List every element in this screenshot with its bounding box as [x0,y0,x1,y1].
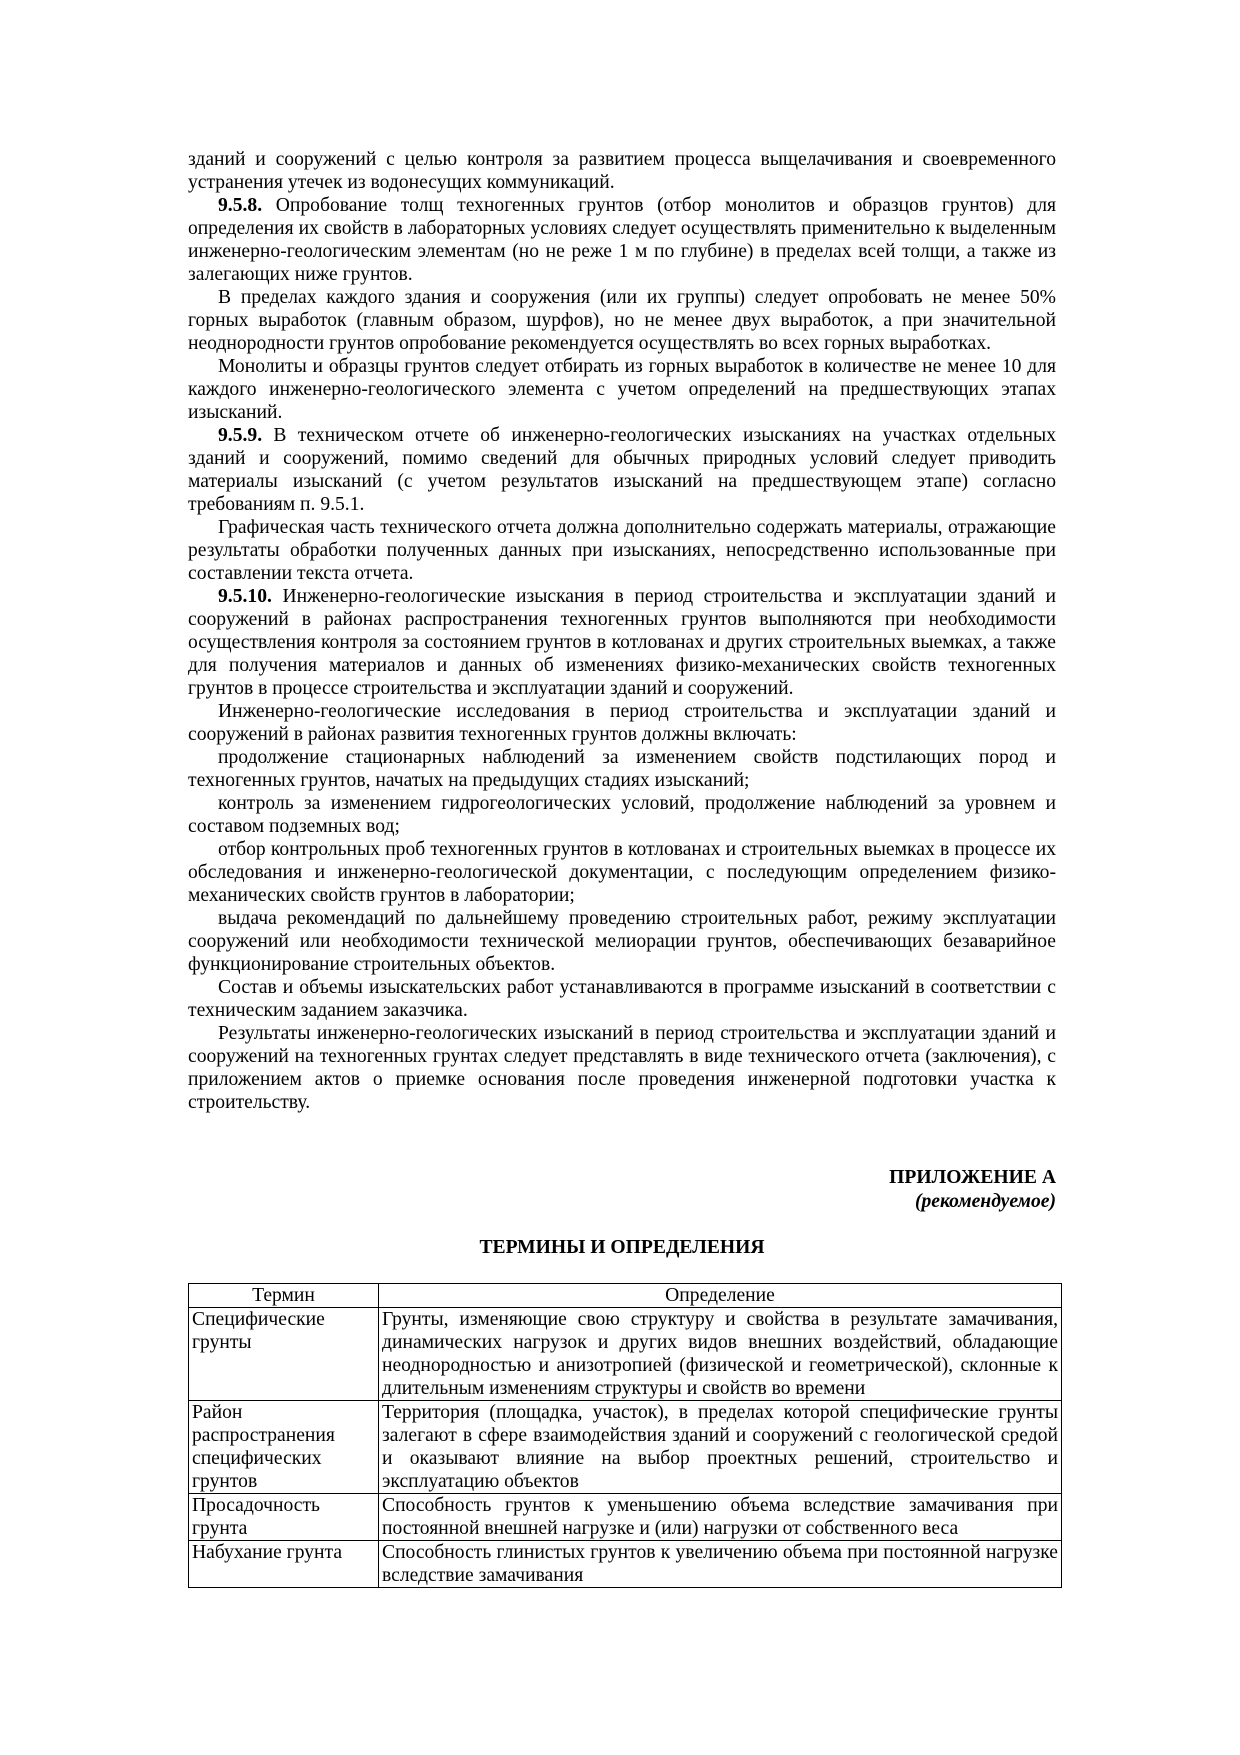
paragraph-text: продолжение стационарных наблюдений за изменением свойств подстилающих пород и техногенных грунтов, начатых на предыдущих стадиях изысканий; [188,747,1056,791]
paragraph-text: Инженерно-геологические исследования в период строительства и эксплуатации зданий и сооружений в районах развития техногенных грунтов должны включать: [188,701,1056,745]
column-header-term: Термин [189,1284,379,1308]
paragraph-text: зданий и сооружений с целью контроля за развитием процесса выщелачивания и своевременного устранения утечек из водонесущих коммуникаций. [188,149,1056,193]
paragraph [188,355,1056,424]
paragraph [188,585,1056,700]
paragraph-text: Монолиты и образцы грунтов следует отбирать из горных выработок в количестве не менее 10 для каждого инженерно-геологического элемента с учетом определений на предшествующих этапах изысканий. [188,356,1056,423]
paragraph [188,976,1056,1022]
clause-number: 9.5.8. [218,195,263,216]
paragraph-text: Инженерно-геологические изыскания в период строительства и эксплуатации зданий и сооружений в районах распространения техногенных грунтов выполняются при необходимости осуществления контроля за состоянием грунтов в котлованах и других строительных выемках, а также для получения материалов и данных об изменениях физико-механических свойств техногенных грунтов в процессе строительства и эксплуатации зданий и сооружений. [188,586,1056,699]
paragraph [188,1022,1056,1114]
paragraph [188,516,1056,585]
paragraph-text: Результаты инженерно-геологических изысканий в период строительства и эксплуатации зданий и сооружений на техногенных грунтах следует представлять в виде технического отчета (заключения), с приложением актов о приемке основания после проведения инженерной подготовки участка к строительству. [188,1023,1056,1113]
appendix-subtitle: (рекомендуемое) [914,1191,1056,1212]
clause-number: 9.5.9. [218,425,263,446]
paragraph [188,148,1056,194]
paragraph [188,907,1056,976]
paragraph [188,838,1056,907]
clause-number: 9.5.10. [218,586,272,607]
appendix-title: ПРИЛОЖЕНИЕ А [889,1167,1056,1188]
section-title: ТЕРМИНЫ И ОПРЕДЕЛЕНИЯ [479,1237,765,1258]
paragraph-text: контроль за изменением гидрогеологических условий, продолжение наблюдений за уровнем и составом подземных вод; [188,793,1056,837]
paragraph [188,424,1056,516]
definition-cell: Способность глинистых грунтов к увеличению объема при постоянной нагрузке вследствие замачивания [379,1541,1062,1588]
paragraph [188,286,1056,355]
paragraph [188,700,1056,746]
term-cell: Район распространения специфических грунтов [189,1401,379,1494]
term-cell: Просадочность грунта [189,1494,379,1541]
paragraph-text: Графическая часть технического отчета должна дополнительно содержать материалы, отражающие результаты обработки полученных данных при изысканиях, непосредственно использованные при составлении текста отчета. [188,517,1056,584]
paragraph [188,194,1056,286]
paragraph [188,792,1056,838]
table-row [189,1308,1062,1401]
paragraph-text: выдача рекомендаций по дальнейшему проведению строительных работ, режиму эксплуатации сооружений или необходимости технической мелиорации грунтов, обеспечивающих безаварийное функционирование строительных объектов. [188,908,1056,975]
paragraph-text: В пределах каждого здания и сооружения (или их группы) следует опробовать не менее 50% горных выработок (главным образом, шурфов), но не менее двух выработок, а при значительной неоднородности грунтов опробование рекомендуется осуществлять во всех горных выработках. [188,287,1056,354]
term-cell: Специфические грунты [189,1308,379,1401]
table-row [189,1541,1062,1588]
paragraph-text: В техническом отчете об инженерно-геологических изысканиях на участках отдельных зданий и сооружений, помимо сведений для обычных природных условий следует приводить материалы изысканий (с учетом результатов изысканий на предшествующем этапе) согласно требованиям п. 9.5.1. [188,425,1056,515]
paragraph [188,746,1056,792]
terms-table [188,1283,1062,1588]
table-row [189,1401,1062,1494]
column-header-definition: Определение [379,1284,1062,1308]
body-text [188,148,1056,1114]
definition-cell: Способность грунтов к уменьшению объема вследствие замачивания при постоянной внешней нагрузке и (или) нагрузки от собственного веса [379,1494,1062,1541]
table-header-row [189,1284,1062,1308]
table-row [189,1494,1062,1541]
definition-cell: Территория (площадка, участок), в пределах которой специфические грунты залегают в сфере взаимодействия зданий и сооружений с геологической средой и оказывают влияние на выбор проектных решений, строительство и эксплуатацию объектов [379,1401,1062,1494]
paragraph-text: отбор контрольных проб техногенных грунтов в котлованах и строительных выемках в процессе их обследования и инженерно-геологической документации, с последующим определением физико-механических свойств грунтов в лаборатории; [188,839,1056,906]
definition-cell: Грунты, изменяющие свою структуру и свойства в результате замачивания, динамических нагрузок и других видов внешних воздействий, обладающие неоднородностью и анизотропией (физической и геометрической), склонные к длительным изменениям структуры и свойств во времени [379,1308,1062,1401]
paragraph-text: Опробование толщ техногенных грунтов (отбор монолитов и образцов грунтов) для определения их свойств в лабораторных условиях следует осуществлять применительно к выделенным инженерно-геологическим элементам (но не реже 1 м по глубине) в пределах всей толщи, а также из залегающих ниже грунтов. [188,195,1056,285]
appendix-heading [188,1166,1056,1214]
term-cell: Набухание грунта [189,1541,379,1588]
paragraph-text: Состав и объемы изыскательских работ устанавливаются в программе изысканий в соответствии с техническим заданием заказчика. [188,977,1056,1021]
